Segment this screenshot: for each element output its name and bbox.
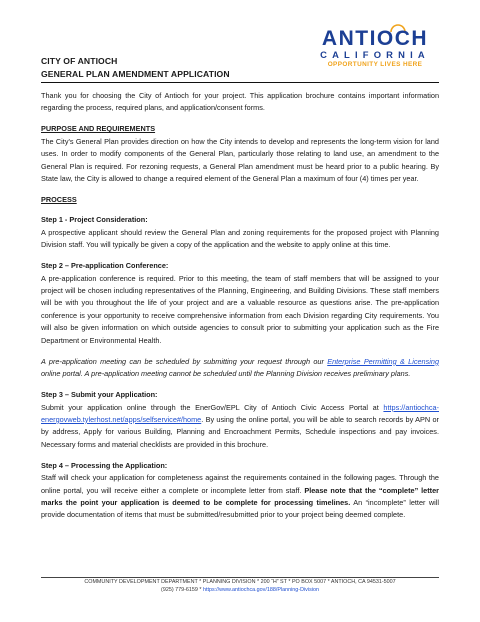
logo-wordmark: ANTIOCH [321,27,429,50]
step2-paragraph: A pre-application conference is required. Prior to this meeting, the team of staff members that will be assigned to your project will be chosen including representatives of the Planning, Engineering, and Building Divisions. These staff members will be with you throughout the life of your project and are a valuable resource as questions arise. The pre-application conference is your opportunity to receive comprehensive information from each Division regarding City requirements. You will also be given information on which outside agencies to consult prior to submitting your application such as the Fire Department or Environmental Health. [41,273,439,345]
step4-title: Step 4 – Processing the Application: [41,460,168,470]
document-body [41,90,439,530]
antioch-logo [313,29,437,73]
step4-text-bold: Please note that the “complete” letter marks the point your application is deemed to be complete for processing timelines. [41,485,439,507]
step1-title: Step 1 - Project Consideration: [41,215,148,225]
step1-paragraph: A prospective applicant should review the General Plan and zoning requirements for the proposed project with Planning Division staff. You will typically be given a copy of the application and the website to apply online at this time. [41,227,439,250]
step2-note-post: online portal. A pre-application meeting cannot be scheduled until the Planning Division receives preliminary plans. [41,369,411,379]
step3-title: Step 3 – Submit your Application: [41,390,158,400]
org-name: CITY OF ANTIOCH [41,56,118,66]
step2-note-pre: A pre-application meeting can be scheduled by submitting your request through our [41,356,328,366]
purpose-paragraph: The City's General Plan provides direction on how the City intends to develop and represents the long-term vision for land uses. In order to modify components of the General Plan, particularly those relating to land use, an amendment to the General Plan is required. For rezoning requests, a General Plan amendment must be heard prior to a public hearing. By State law, the City is allowed to change a required element of the General Plan a maximum of four (4) times per year. [41,136,439,184]
step4-text-pre: Staff will check your application for completeness against the requirements contained in the following pages. Through the online portal, you will receive either a complete or incomplete letter from staff. [41,473,439,495]
header-divider [41,82,439,83]
process-heading: PROCESS [41,195,77,205]
footer-address: COMMUNITY DEVELOPMENT DEPARTMENT * PLANNING DIVISION * 200 “H” ST * PO BOX 5007 * ANTIOCH, CA 94531-5007 [84,579,396,585]
step2-title: Step 2 – Pre-application Conference: [41,261,169,271]
intro-paragraph: Thank you for choosing the City of Antioch for your project. This application brochure contains important information regarding the process, required plans, and application/consent forms. [41,91,439,113]
footer-phone: (925) 779-6159 * [161,587,203,593]
footer-contact [41,586,439,594]
purpose-heading: PURPOSE AND REQUIREMENTS [41,124,156,134]
step2-note [41,356,439,381]
footer-website-link[interactable]: https://www.antiochca.gov/188/Planning-Division [203,587,319,593]
logo-tagline: OPPORTUNITY LIVES HERE [327,61,423,68]
step4-paragraph [41,472,439,522]
enterprise-permitting-link[interactable]: Enterprise Permitting & Licensing [327,356,440,366]
logo-state: CALIFORNIA [320,49,430,60]
document-header [41,55,230,81]
civic-access-portal-link[interactable]: https://antiochca-energovweb.tylerhost.net/apps/selfservice#/home [41,402,439,424]
step3-paragraph [41,402,439,452]
document-title: GENERAL PLAN AMENDMENT APPLICATION [41,69,230,79]
step4-text-post: An “incomplete” letter will provide documentation of items that must be submitted/resubmitted prior to your project being deemed complete. [41,497,439,520]
step3-text-post: . By using the online portal, you will be able to search records by APN or by address, Apply for various Building, Planning and Encroachment Permits, Schedule inspections and pay invoices. Necessary forms and material checklists are provided in this brochure. [41,414,439,449]
document-footer [41,578,439,594]
step3-text-pre: Submit your application online through the EnerGov/EPL City of Antioch Civic Access Portal at [41,402,384,412]
